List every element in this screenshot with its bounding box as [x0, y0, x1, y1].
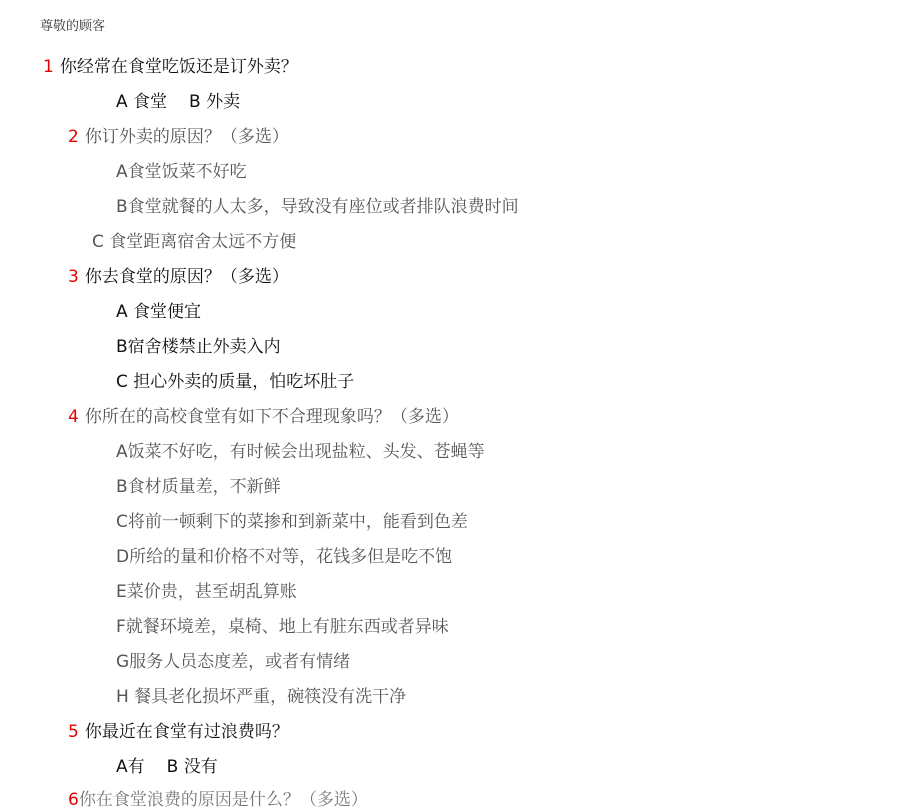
question-3: [68, 266, 289, 288]
option: A 食堂便宜: [116, 302, 202, 322]
question-4: [68, 406, 459, 428]
question-number: 3: [68, 267, 79, 287]
option: B 没有: [166, 757, 218, 777]
question-text: 你所在的高校食堂有如下不合理现象吗？（多选）: [84, 407, 459, 427]
options-row: [116, 91, 240, 113]
options-row: [116, 756, 218, 778]
question-6: [68, 789, 368, 811]
question-text: 你在食堂浪费的原因是什么？（多选）: [78, 790, 368, 810]
question-text: 你去食堂的原因？（多选）: [84, 267, 289, 287]
option: H 餐具老化损坏严重，碗筷没有洗干净: [116, 687, 407, 707]
option: F就餐环境差，桌椅、地上有脏东西或者异味: [116, 617, 449, 637]
question-number: 6: [68, 790, 79, 810]
option: A食堂饭菜不好吃: [116, 162, 247, 182]
question-number: 4: [68, 407, 79, 427]
option: C 担心外卖的质量，怕吃坏肚子: [116, 372, 355, 392]
question-5: [68, 721, 289, 743]
option: D所给的量和价格不对等，花钱多但是吃不饱: [116, 547, 453, 567]
option: B食材质量差，不新鲜: [116, 477, 281, 497]
option: C 食堂距离宿舍太远不方便: [92, 232, 297, 252]
option: C将前一顿剩下的菜掺和到新菜中，能看到色差: [116, 512, 468, 532]
question-text: 你最近在食堂有过浪费吗？: [84, 722, 289, 742]
question-1: [43, 56, 298, 78]
option: B宿舍楼禁止外卖入内: [116, 337, 281, 357]
question-number: 1: [43, 57, 54, 77]
question-text: 你订外卖的原因？（多选）: [84, 127, 289, 147]
question-number: 5: [68, 722, 79, 742]
option: B 外卖: [189, 92, 241, 112]
option: A饭菜不好吃，有时候会出现盐粒、头发、苍蝇等: [116, 442, 485, 462]
question-number: 2: [68, 127, 79, 147]
option: A有: [116, 757, 145, 777]
greeting: 尊敬的顾客: [40, 19, 106, 34]
question-text: 你经常在食堂吃饭还是订外卖？: [59, 57, 298, 77]
question-2: [68, 126, 289, 148]
option: E菜价贵，甚至胡乱算账: [116, 582, 297, 602]
option: B食堂就餐的人太多，导致没有座位或者排队浪费时间: [116, 197, 519, 217]
option: G服务人员态度差，或者有情绪: [116, 652, 351, 672]
option: A 食堂: [116, 92, 168, 112]
